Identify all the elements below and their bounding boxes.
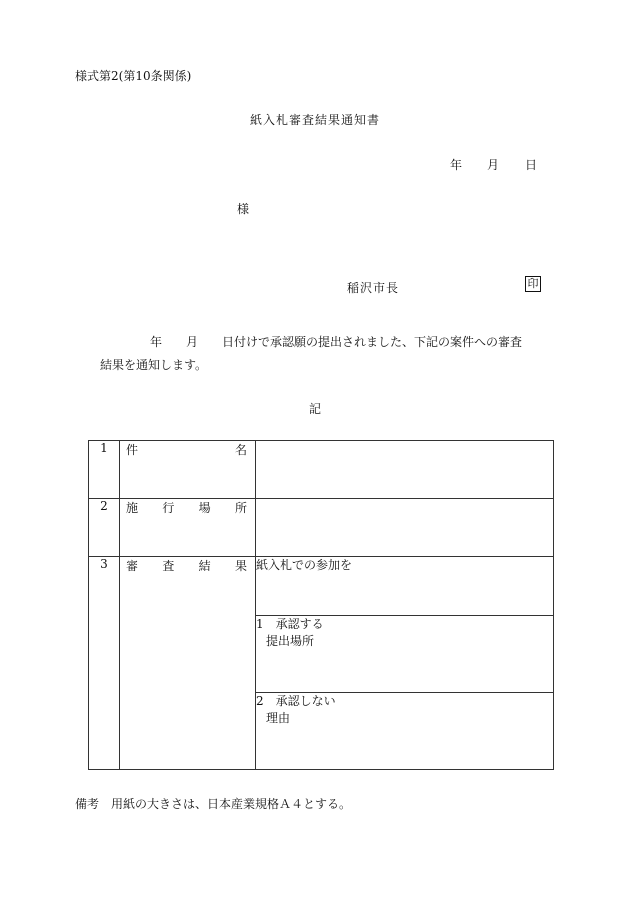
label-char: 行	[162, 501, 175, 515]
seal-mark: 印	[525, 276, 541, 292]
location-value[interactable]	[256, 499, 554, 557]
subject-value[interactable]	[256, 441, 554, 499]
document-title: 紙入札審査結果通知書	[249, 113, 380, 127]
row-number: 1	[89, 441, 120, 499]
review-table	[88, 440, 554, 770]
approve-title: 1 承認する	[256, 617, 324, 631]
table-row	[89, 499, 554, 557]
row-number: 2	[89, 499, 120, 557]
approve-sub: 提出場所	[266, 634, 315, 648]
reject-option[interactable]	[256, 693, 554, 770]
row-label-result	[120, 557, 256, 770]
addressee: 様	[237, 202, 250, 216]
label-char: 所	[234, 501, 247, 515]
row-label-subject	[120, 441, 256, 499]
approve-option[interactable]	[256, 616, 554, 693]
date-day: 日	[525, 158, 538, 172]
date-month: 月	[487, 158, 500, 172]
reject-title: 2 承認しない	[256, 694, 336, 708]
form-number: 様式第2(第10条関係)	[75, 69, 192, 83]
label-char: 審	[126, 559, 139, 573]
label-char: 査	[162, 559, 175, 573]
mayor-name: 稲沢市長	[347, 281, 400, 295]
table-row	[89, 557, 554, 616]
date-year: 年	[450, 158, 463, 172]
ki-heading: 記	[308, 402, 321, 416]
footnote: 備考 用紙の大きさは、日本産業規格Ａ４とする。	[75, 797, 352, 811]
row-number: 3	[89, 557, 120, 770]
label-char: 結	[198, 559, 211, 573]
row-label-location	[120, 499, 256, 557]
label-char: 施	[126, 501, 139, 515]
table-row	[89, 441, 554, 499]
result-value: 紙入札での参加を	[256, 557, 554, 616]
label-char: 場	[198, 501, 211, 515]
label-char: 名	[234, 443, 247, 457]
body-text-line-1: 年 月 日付けで承認願の提出されました、下記の案件への審査	[150, 335, 523, 349]
label-char: 果	[234, 559, 247, 573]
date-line	[450, 156, 537, 173]
body-text-line-2: 結果を通知します。	[100, 358, 208, 372]
reject-sub: 理由	[266, 711, 291, 725]
label-char: 件	[126, 443, 139, 457]
